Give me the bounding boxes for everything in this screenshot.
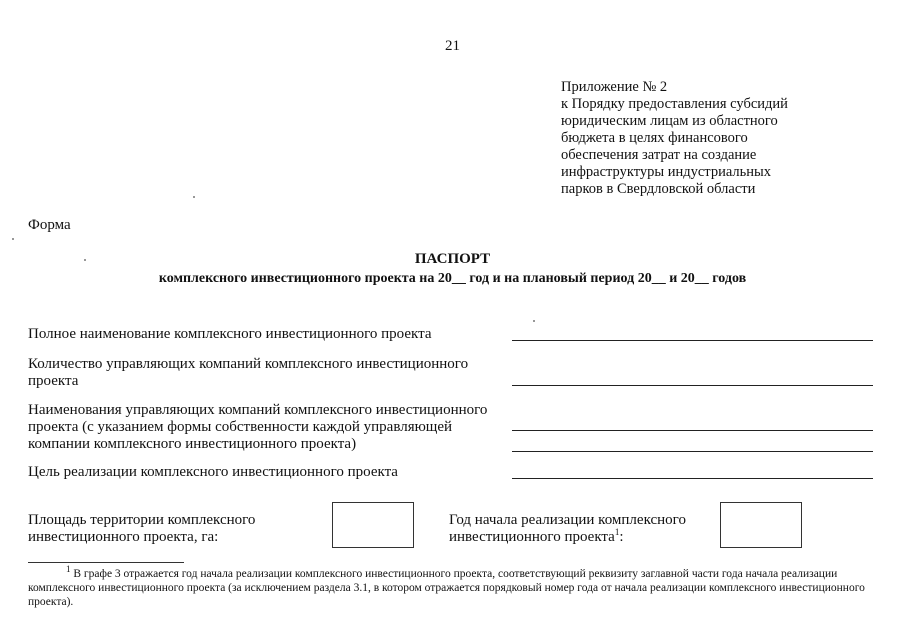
field-label-goal [28,464,503,481]
footnote [28,564,880,609]
start-year-label-text: инвестиционного проекта [449,529,615,545]
scan-speck [12,238,14,240]
goal-input-line[interactable] [512,478,873,479]
area-label-line: Площадь территории комплексного [28,512,256,528]
appendix-line: парков в Свердловской области [561,181,756,197]
company-count-input-line[interactable] [512,385,873,386]
field-label-line: Цель реализации комплексного инвестиционного проекта [28,464,398,480]
footnote-separator [28,562,184,563]
document-title: ПАСПОРТ [414,251,491,267]
full-name-input-line[interactable] [512,340,873,341]
footnote-marker: 1 [66,564,71,575]
form-label: Форма [28,217,71,233]
scan-speck [533,320,535,322]
field-label-company-names [28,402,503,453]
appendix-line: обеспечения затрат на создание [561,147,757,163]
start-year-label-suffix: : [619,529,624,545]
start-year-label-line: Год начала реализации комплексного [449,512,686,528]
appendix-line: юридическим лицам из областного [561,113,778,129]
appendix-line: к Порядку предоставления субсидий [561,96,788,112]
field-label-line: Полное наименование комплексного инвестиционного проекта [28,326,432,342]
scan-speck [84,259,86,261]
start-year-label-line [449,529,719,546]
footnote-ref: 1 [614,527,620,537]
field-label-line: проекта (с указанием формы собственности каждой управляющей [28,419,453,435]
field-label-line: Наименования управляющих компаний комплексного инвестиционного [28,402,488,418]
start-year-label [449,512,719,546]
field-label-line: проекта [28,373,79,389]
appendix-line: бюджета в целях финансового [561,130,748,146]
appendix-line: Приложение № 2 [561,79,668,95]
start-year-input-box[interactable] [720,502,802,548]
footnote-text: В графе 3 отражается год начала реализации комплексного инвестиционного проекта, соответствующий реквизиту заглавной части года начала реализации комплексного инвестиционного проекта (за исключением раздела 3.1, в котором отражается порядковый номер года от начала реализации комплексного инвестиционного проекта). [28,568,865,608]
company-names-input-line-1[interactable] [512,430,873,431]
document-subtitle: комплексного инвестиционного проекта на 20__ год и на плановый период 20__ и 20__ годов [158,271,747,286]
scan-speck [193,196,195,198]
field-label-full-name [28,326,503,343]
company-names-input-line-2[interactable] [512,451,873,452]
appendix-line: инфраструктуры индустриальных [561,164,771,180]
page-number: 21 [445,38,460,54]
area-label-line: инвестиционного проекта, га: [28,529,219,545]
area-label [28,512,318,546]
field-label-company-count [28,356,503,390]
area-input-box[interactable] [332,502,414,548]
field-label-line: Количество управляющих компаний комплексного инвестиционного [28,356,469,372]
appendix-note [561,79,821,198]
field-label-line: компании комплексного инвестиционного проекта) [28,436,357,452]
